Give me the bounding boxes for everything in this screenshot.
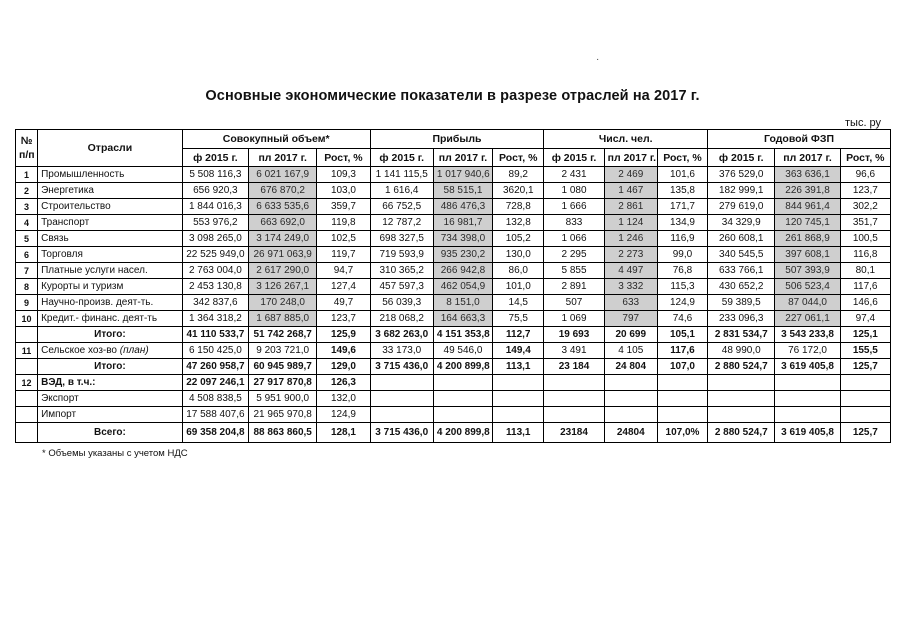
cell: 2 891 [544,279,604,295]
cell: 1 141 115,5 [370,167,433,183]
cell: 155,5 [840,343,890,359]
cell: 24 804 [604,359,657,375]
table-row [16,215,891,231]
cell: 3 491 [544,343,604,359]
row-number: 10 [16,311,38,327]
empty-cell [433,391,492,407]
cell: 105,1 [657,327,707,343]
empty-cell [370,375,433,391]
cell: 218 068,2 [370,311,433,327]
cell: 227 061,1 [775,311,840,327]
industry-name: Строительство [38,199,183,215]
cell: 5 855 [544,263,604,279]
empty-cell [16,407,38,423]
cell: 302,2 [840,199,890,215]
header-group-volume: Совокупный объем* [182,130,370,149]
row-number: 2 [16,183,38,199]
cell: 4 497 [604,263,657,279]
header-group-staff: Числ. чел. [544,130,708,149]
row-number: 5 [16,231,38,247]
header-growth: Рост, % [317,149,370,167]
empty-cell [16,359,38,375]
empty-cell [604,407,657,423]
cell: 676 870,2 [249,183,317,199]
plan-note: (план) [119,344,149,356]
cell: 507 393,9 [775,263,840,279]
cell: 66 752,5 [370,199,433,215]
cell: 2 273 [604,247,657,263]
header-fact-2015: ф 2015 г. [708,149,775,167]
table-row [16,183,891,199]
row-number: 6 [16,247,38,263]
cell: 119,7 [317,247,370,263]
cell: 3 174 249,0 [249,231,317,247]
cell: 507 [544,295,604,311]
cell: 1 616,4 [370,183,433,199]
cell: 6 021 167,9 [249,167,317,183]
cell: 3620,1 [493,183,544,199]
subtotal-label: Итого: [38,359,183,375]
cell: 124,9 [317,407,370,423]
industry-name: Платные услуги насел. [38,263,183,279]
cell: 1 066 [544,231,604,247]
empty-cell [493,375,544,391]
row-number: 12 [16,375,38,391]
row-number: 9 [16,295,38,311]
cell: 120 745,1 [775,215,840,231]
header-plan-2017: пл 2017 г. [604,149,657,167]
empty-cell [544,407,604,423]
cell: 844 961,4 [775,199,840,215]
cell: 58 515,1 [433,183,492,199]
header-plan-2017: пл 2017 г. [433,149,492,167]
empty-cell [840,391,890,407]
cell: 127,4 [317,279,370,295]
cell: 3 126 267,1 [249,279,317,295]
subtotal-row [16,327,891,343]
cell: 2 880 524,7 [708,423,775,443]
footnote: * Объемы указаны с учетом НДС [42,448,188,459]
cell: 24804 [604,423,657,443]
cell: 5 508 116,3 [182,167,248,183]
cell: 34 329,9 [708,215,775,231]
cell: 3 682 263,0 [370,327,433,343]
cell: 22 525 949,0 [182,247,248,263]
cell: 1 666 [544,199,604,215]
cell: 112,7 [493,327,544,343]
empty-cell [657,375,707,391]
header-group-profit: Прибыль [370,130,544,149]
table-row [16,231,891,247]
row-number: 7 [16,263,38,279]
cell: 41 110 533,7 [182,327,248,343]
row-number: 3 [16,199,38,215]
cell: 1 017 940,6 [433,167,492,183]
table-row [16,295,891,311]
cell: 5 951 900,0 [249,391,317,407]
cell: 430 652,2 [708,279,775,295]
empty-cell [370,407,433,423]
empty-cell [775,407,840,423]
cell: 6 150 425,0 [182,343,248,359]
cell: 2 763 004,0 [182,263,248,279]
cell: 26 971 063,9 [249,247,317,263]
cell: 1 246 [604,231,657,247]
cell: 260 608,1 [708,231,775,247]
industry-name: Импорт [38,407,183,423]
cell: 117,6 [840,279,890,295]
cell: 124,9 [657,295,707,311]
cell: 719 593,9 [370,247,433,263]
cell: 69 358 204,8 [182,423,248,443]
cell: 130,0 [493,247,544,263]
cell: 100,5 [840,231,890,247]
cell: 96,6 [840,167,890,183]
empty-cell [840,407,890,423]
cell: 119,8 [317,215,370,231]
cell: 1 844 016,3 [182,199,248,215]
cell: 94,7 [317,263,370,279]
empty-cell [775,375,840,391]
cell: 87 044,0 [775,295,840,311]
header-industry: Отрасли [38,130,183,167]
cell: 4 200 899,8 [433,423,492,443]
empty-cell [16,391,38,407]
header-group-payroll: Годовой ФЗП [708,130,891,149]
cell: 486 476,3 [433,199,492,215]
cell: 506 523,4 [775,279,840,295]
cell: 117,6 [657,343,707,359]
row-number: 4 [16,215,38,231]
empty-cell [544,375,604,391]
cell: 698 327,5 [370,231,433,247]
cell: 3 098 265,0 [182,231,248,247]
cell: 33 173,0 [370,343,433,359]
header-growth: Рост, % [840,149,890,167]
empty-cell [604,375,657,391]
stray-mark: · [596,54,600,65]
import-row [16,407,891,423]
cell: 103,0 [317,183,370,199]
cell: 99,0 [657,247,707,263]
industry-name: ВЭД, в т.ч.: [38,375,183,391]
grand-total-row [16,423,891,443]
header-fact-2015: ф 2015 г. [370,149,433,167]
industry-name: Транспорт [38,215,183,231]
cell: 134,9 [657,215,707,231]
cell: 462 054,9 [433,279,492,295]
table-row [16,167,891,183]
cell: 48 990,0 [708,343,775,359]
cell: 656 920,3 [182,183,248,199]
cell: 397 608,1 [775,247,840,263]
cell: 128,1 [317,423,370,443]
cell: 109,3 [317,167,370,183]
cell: 146,6 [840,295,890,311]
cell: 4 508 838,5 [182,391,248,407]
cell: 3 619 405,8 [775,423,840,443]
empty-cell [16,327,38,343]
empty-cell [840,375,890,391]
cell: 123,7 [317,311,370,327]
empty-cell [16,423,38,443]
cell: 125,1 [840,327,890,343]
cell: 261 868,9 [775,231,840,247]
cell: 1 124 [604,215,657,231]
empty-cell [370,391,433,407]
cell: 135,8 [657,183,707,199]
cell: 734 398,0 [433,231,492,247]
cell: 49 546,0 [433,343,492,359]
industry-name: Экспорт [38,391,183,407]
industry-name: Научно-произв. деят-ть. [38,295,183,311]
cell: 116,9 [657,231,707,247]
cell: 4 151 353,8 [433,327,492,343]
empty-cell [493,391,544,407]
cell: 126,3 [317,375,370,391]
empty-cell [708,407,775,423]
empty-cell [775,391,840,407]
cell: 226 391,8 [775,183,840,199]
industry-name: Связь [38,231,183,247]
cell: 2 880 524,7 [708,359,775,375]
cell: 1 080 [544,183,604,199]
cell: 633 [604,295,657,311]
row-number: 11 [16,343,38,359]
cell: 457 597,3 [370,279,433,295]
industry-name: Энергетика [38,183,183,199]
empty-cell [433,375,492,391]
table-row [16,311,891,327]
cell: 266 942,8 [433,263,492,279]
table-row [16,343,891,359]
cell: 663 692,0 [249,215,317,231]
cell: 8 151,0 [433,295,492,311]
cell: 633 766,1 [708,263,775,279]
cell: 101,6 [657,167,707,183]
cell: 553 976,2 [182,215,248,231]
export-row [16,391,891,407]
cell: 14,5 [493,295,544,311]
cell: 3 619 405,8 [775,359,840,375]
cell: 310 365,2 [370,263,433,279]
cell: 342 837,6 [182,295,248,311]
cell: 76,8 [657,263,707,279]
empty-cell [493,407,544,423]
industry-name: Промышленность [38,167,183,183]
cell: 107,0% [657,423,707,443]
table-row [16,199,891,215]
cell: 376 529,0 [708,167,775,183]
cell: 88 863 860,5 [249,423,317,443]
units-label: тыс. ру [845,117,882,129]
cell: 9 203 721,0 [249,343,317,359]
cell: 27 917 870,8 [249,375,317,391]
cell: 351,7 [840,215,890,231]
cell: 75,5 [493,311,544,327]
cell: 340 545,5 [708,247,775,263]
cell: 4 105 [604,343,657,359]
cell: 102,5 [317,231,370,247]
industry-name: Сельское хоз-во (план) [38,343,183,359]
cell: 170 248,0 [249,295,317,311]
header-growth: Рост, % [657,149,707,167]
empty-cell [708,391,775,407]
cell: 1 069 [544,311,604,327]
cell: 164 663,3 [433,311,492,327]
cell: 797 [604,311,657,327]
cell: 1 364 318,2 [182,311,248,327]
cell: 132,0 [317,391,370,407]
header-plan-2017: пл 2017 г. [249,149,317,167]
cell: 125,7 [840,359,890,375]
cell: 935 230,2 [433,247,492,263]
empty-cell [657,391,707,407]
cell: 3 715 436,0 [370,423,433,443]
cell: 115,3 [657,279,707,295]
cell: 2 831 534,7 [708,327,775,343]
subtotal-row [16,359,891,375]
cell: 12 787,2 [370,215,433,231]
cell: 129,0 [317,359,370,375]
cell: 3 715 436,0 [370,359,433,375]
cell: 233 096,3 [708,311,775,327]
header-plan-2017: пл 2017 г. [775,149,840,167]
empty-cell [657,407,707,423]
cell: 125,9 [317,327,370,343]
header-fact-2015: ф 2015 г. [182,149,248,167]
cell: 107,0 [657,359,707,375]
cell: 47 260 958,7 [182,359,248,375]
cell: 182 999,1 [708,183,775,199]
cell: 51 742 268,7 [249,327,317,343]
cell: 2 617 290,0 [249,263,317,279]
row-number: 1 [16,167,38,183]
empty-cell [604,391,657,407]
cell: 59 389,5 [708,295,775,311]
cell: 171,7 [657,199,707,215]
cell: 97,4 [840,311,890,327]
cell: 2 431 [544,167,604,183]
cell: 728,8 [493,199,544,215]
cell: 1 467 [604,183,657,199]
ved-row [16,375,891,391]
cell: 74,6 [657,311,707,327]
cell: 49,7 [317,295,370,311]
table-row [16,279,891,295]
empty-cell [433,407,492,423]
industry-name: Курорты и туризм [38,279,183,295]
cell: 2 453 130,8 [182,279,248,295]
cell: 3 332 [604,279,657,295]
cell: 76 172,0 [775,343,840,359]
cell: 23 184 [544,359,604,375]
cell: 833 [544,215,604,231]
cell: 363 636,1 [775,167,840,183]
cell: 3 543 233,8 [775,327,840,343]
cell: 4 200 899,8 [433,359,492,375]
cell: 56 039,3 [370,295,433,311]
cell: 125,7 [840,423,890,443]
cell: 113,1 [493,359,544,375]
cell: 123,7 [840,183,890,199]
cell: 17 588 407,6 [182,407,248,423]
cell: 6 633 535,6 [249,199,317,215]
cell: 20 699 [604,327,657,343]
header-fact-2015: ф 2015 г. [544,149,604,167]
cell: 359,7 [317,199,370,215]
cell: 279 619,0 [708,199,775,215]
cell: 2 861 [604,199,657,215]
cell: 22 097 246,1 [182,375,248,391]
cell: 149,6 [317,343,370,359]
cell: 113,1 [493,423,544,443]
industry-name: Кредит.- финанс. деят-ть [38,311,183,327]
cell: 2 469 [604,167,657,183]
subtotal-label: Итого: [38,327,183,343]
cell: 89,2 [493,167,544,183]
page-title: Основные экономические показатели в разрезе отраслей на 2017 г. [205,88,700,104]
cell: 101,0 [493,279,544,295]
cell: 2 295 [544,247,604,263]
cell: 132,8 [493,215,544,231]
cell: 1 687 885,0 [249,311,317,327]
table-row [16,263,891,279]
empty-cell [544,391,604,407]
indicators-table [15,129,891,443]
industry-name: Торговля [38,247,183,263]
cell: 16 981,7 [433,215,492,231]
cell: 116,8 [840,247,890,263]
cell: 149,4 [493,343,544,359]
grand-total-label: Всего: [38,423,183,443]
empty-cell [708,375,775,391]
header-num: № п/п [16,130,38,167]
cell: 105,2 [493,231,544,247]
cell: 86,0 [493,263,544,279]
header-row-groups [16,130,891,149]
row-number: 8 [16,279,38,295]
table-row [16,247,891,263]
cell: 21 965 970,8 [249,407,317,423]
cell: 19 693 [544,327,604,343]
cell: 80,1 [840,263,890,279]
header-growth: Рост, % [493,149,544,167]
cell: 23184 [544,423,604,443]
cell: 60 945 989,7 [249,359,317,375]
